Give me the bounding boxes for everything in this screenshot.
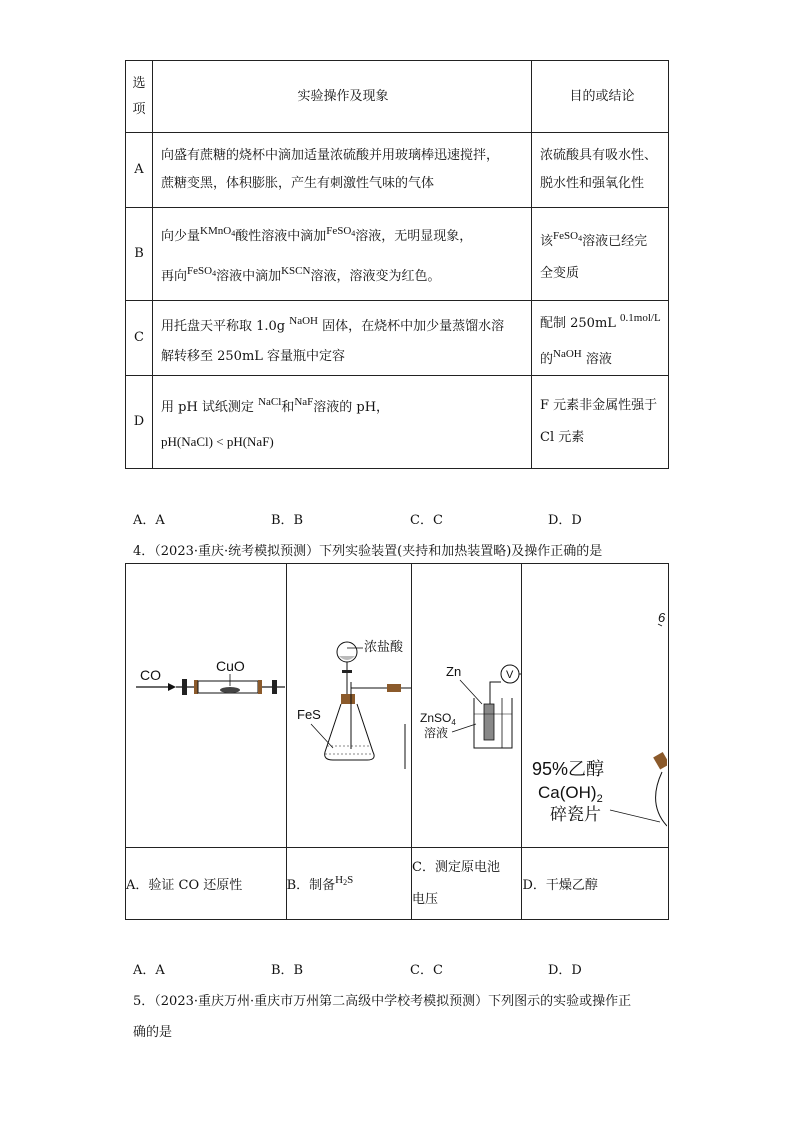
text: 向少量 [161, 229, 201, 244]
formula-text: FeSO [187, 265, 213, 277]
conc-line: F 元素非金属性强于 [540, 398, 658, 413]
conc-line: Cl 元素 [540, 430, 585, 445]
text: 配制 250mL [540, 316, 621, 331]
option-c[interactable]: C．C [410, 963, 443, 978]
row-option: D [126, 376, 153, 469]
header-option-char-1: 选 [132, 75, 146, 91]
header-conclusion: 目的或结论 [532, 61, 669, 133]
h2s-prep-diagram [287, 564, 411, 847]
cuo-label: CuO [216, 658, 245, 674]
row-operation [153, 376, 532, 469]
formula-text: S [347, 874, 354, 886]
option-d[interactable]: D．D [548, 513, 582, 528]
option-c[interactable]: C．C [410, 513, 443, 528]
text: 溶液中滴加 [216, 269, 282, 284]
solution-label: 溶液 [424, 726, 449, 740]
op-line [161, 214, 525, 254]
formula [200, 225, 235, 237]
option-b[interactable]: B．B [271, 963, 304, 978]
conc-hcl-label: 浓盐酸 [363, 639, 403, 654]
znso4-text: ZnSO [420, 711, 452, 725]
caoh2-text: Ca(OH) [538, 783, 597, 802]
formula: NaOH [553, 348, 582, 360]
text: 该 [540, 234, 554, 249]
conc-line: 浓硫酸具有吸水性、 [540, 148, 658, 163]
q4-stem: 4．（2023·重庆·统考模拟预测）下列实验装置(夹持和加热装置略)及操作正确的是 [133, 544, 603, 559]
text: 溶液已经完 [582, 234, 648, 249]
option-d[interactable]: D．D [548, 963, 582, 978]
formula-text: KMnO [200, 225, 232, 237]
option-a[interactable]: A．A [133, 963, 165, 978]
co-reduction-diagram [126, 564, 285, 847]
text: 再向 [161, 269, 188, 284]
experiment-table [125, 60, 669, 469]
apparatus-b [286, 564, 411, 848]
porcelain-label: 碎瓷片 [550, 805, 602, 824]
text: 酸性溶液中滴加 [235, 229, 327, 244]
formula-text: H [335, 874, 344, 886]
formula [553, 230, 582, 242]
q5-stem-line2: 确的是 [133, 1025, 173, 1040]
row-conclusion [532, 376, 669, 469]
formula: NaOH [289, 315, 318, 327]
apparatus-c [412, 564, 522, 848]
formula: NaF [294, 396, 314, 408]
formula [335, 874, 353, 886]
formula-sub: 4 [212, 269, 217, 278]
option-b[interactable]: B．B [271, 513, 304, 528]
galvanic-cell-diagram [412, 564, 521, 847]
text: 溶液，溶液变为红色。 [310, 269, 441, 284]
formula-text: FeSO [553, 230, 579, 242]
table-header-row [126, 61, 669, 133]
row-operation [153, 301, 532, 376]
conc-line [540, 219, 664, 259]
op-line [161, 385, 525, 425]
znso4-label [420, 711, 456, 727]
option-a[interactable]: A．A [133, 513, 165, 528]
co-label: CO [140, 667, 161, 683]
formula: 0.1mol/L [620, 312, 661, 324]
table-row [126, 208, 669, 301]
table-row [126, 301, 669, 376]
conc-line: 脱水性和强氧化性 [540, 176, 645, 191]
apparatus-a [126, 564, 287, 848]
formula [326, 225, 355, 237]
caoh2-sub: 2 [597, 793, 604, 805]
caoh2-label [538, 783, 603, 805]
formula-sub: 4 [578, 234, 583, 243]
row-conclusion [532, 301, 669, 376]
row-option: C [126, 301, 153, 376]
row-conclusion [532, 208, 669, 301]
header-option [126, 61, 153, 133]
formula-sub: 4 [351, 229, 356, 238]
apparatus-image-row [126, 564, 669, 848]
apparatus-table [125, 563, 669, 920]
formula-sub: 2 [343, 878, 348, 887]
op-line: pH(NaCl) < pH(NaF) [161, 434, 274, 449]
text: 固体，在烧杯中加少量蒸馏水溶 [317, 319, 505, 334]
text: 用 pH 试纸测定 [161, 400, 259, 415]
ethanol-label: 95%乙醇 [532, 759, 605, 779]
formula [187, 265, 216, 277]
op-line: 蔗糖变黑，体积膨胀，产生有刺激性气味的气体 [161, 176, 435, 191]
conc-line: 全变质 [540, 266, 580, 281]
ethanol-drying-diagram [522, 564, 667, 847]
text: 和 [281, 400, 295, 415]
formula-text: FeSO [326, 225, 352, 237]
table-row [126, 133, 669, 208]
row-operation [153, 133, 532, 208]
conc-line [540, 340, 664, 374]
header-operation: 实验操作及现象 [153, 61, 532, 133]
formula: KSCN [281, 265, 311, 277]
row-option: B [126, 208, 153, 301]
op-line [161, 254, 525, 294]
text: 的 [540, 352, 554, 367]
formula: NaCl [258, 396, 282, 408]
caption-line: 电压 [412, 891, 439, 907]
fes-label: FeS [296, 707, 321, 722]
header-option-char-2: 项 [132, 101, 146, 117]
conc-line [540, 302, 664, 340]
op-line [161, 305, 525, 343]
table-row [126, 376, 669, 469]
op-line: 向盛有蔗糖的烧杯中滴加适量浓硫酸并用玻璃棒迅速搅拌， [161, 148, 500, 163]
caption-a: A．验证 CO 还原性 [126, 848, 287, 920]
row-operation [153, 208, 532, 301]
caption-b [286, 848, 411, 920]
znso4-sub: 4 [451, 718, 456, 727]
caption-c [412, 848, 522, 920]
zn-label: Zn [446, 664, 462, 679]
voltmeter-label: V [506, 669, 514, 681]
caption-line: C．测定原电池 [412, 859, 500, 875]
text: 用托盘天平称取 1.0g [161, 319, 290, 334]
q5-stem-line1: 5．（2023·重庆万州·重庆市万州第二高级中学校考模拟预测）下列图示的实验或操作正 [133, 994, 632, 1009]
apparatus-caption-row [126, 848, 669, 920]
caption-d: D．干燥乙醇 [522, 848, 669, 920]
text: 溶液的 pH， [313, 400, 390, 415]
text: 溶液，无明显现象， [355, 229, 473, 244]
row-conclusion [532, 133, 669, 208]
text: 溶液 [581, 352, 612, 367]
op-line: 解转移至 250mL 容量瓶中定容 [161, 349, 346, 364]
apparatus-d [522, 564, 669, 848]
caption-text: B．制备 [286, 878, 336, 893]
row-option: A [126, 133, 153, 208]
formula-sub: 4 [231, 229, 236, 238]
mark-label: 6 [658, 610, 666, 625]
